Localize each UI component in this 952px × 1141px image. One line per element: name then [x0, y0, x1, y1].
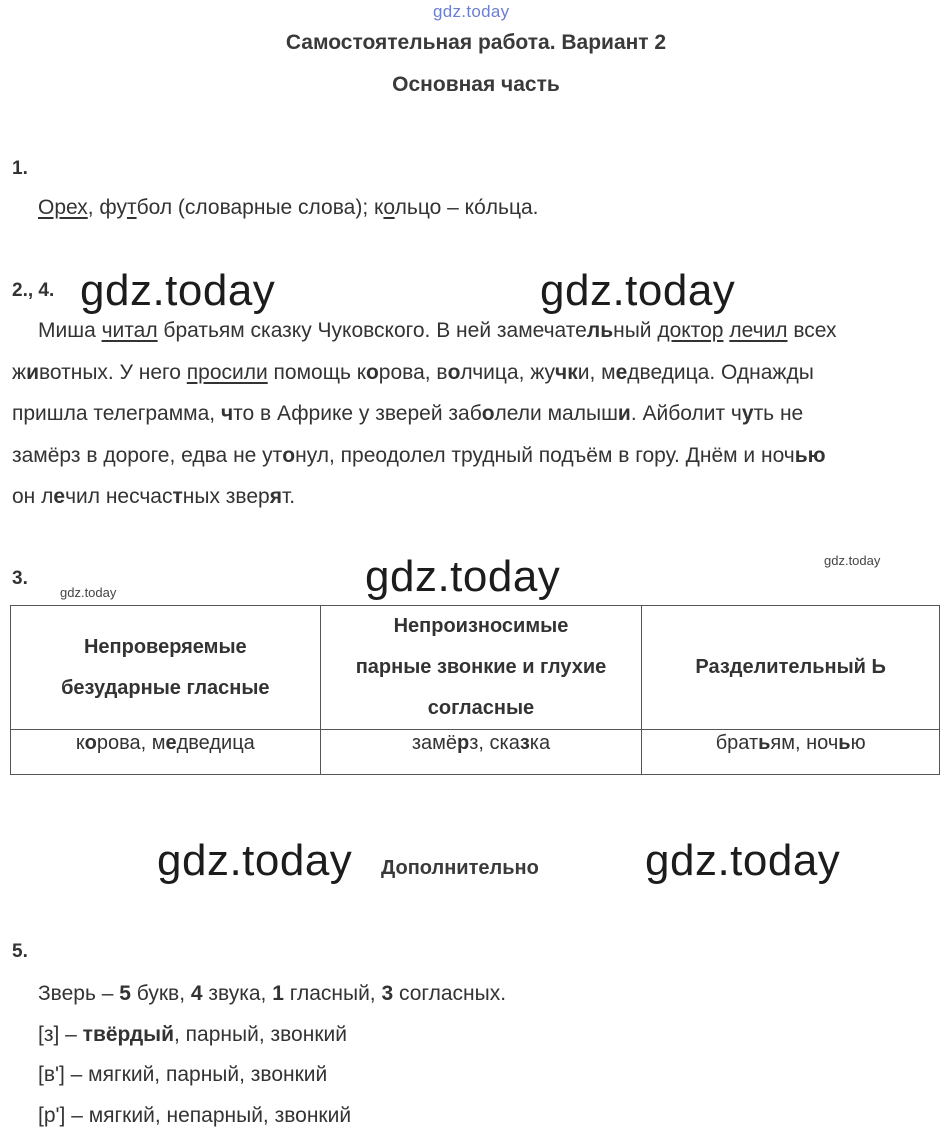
task-1-answer: Орех, футбол (словарные слова); кольцо – ко́льца. [38, 196, 539, 219]
table-row [11, 730, 940, 775]
table-header-cell: Разделительный Ь [642, 606, 940, 730]
top-watermark: gdz.today [433, 2, 510, 21]
watermark-logo: gdz.today [157, 836, 353, 885]
answer-line: Зверь – 5 букв, 4 звука, 1 гласный, 3 согласных. [38, 982, 507, 1005]
underlined-word: Орех [38, 196, 88, 219]
table-cell: замёрз, сказка [320, 730, 642, 775]
watermark-small: gdz.today [60, 585, 117, 600]
table-cell: братьям, ночью [642, 730, 940, 775]
page-title: Самостоятельная работа. Вариант 2 [285, 31, 667, 54]
answer-line: [в'] – мягкий, парный, звонкий [38, 1063, 328, 1086]
watermark-logo: gdz.today [645, 836, 841, 885]
table-cell: корова, медведица [11, 730, 321, 775]
watermark-logo: gdz.today [80, 266, 276, 315]
section-subtitle: Основная часть [392, 73, 560, 96]
spelling-table [10, 605, 940, 775]
task-3-number: 3. [12, 568, 28, 589]
paragraph-line: животных. У него просили помощь корова, волчица, жучки, медведица. Однажды [12, 360, 814, 384]
paragraph-line: замёрз в дороге, едва не утонул, преодолел трудный подъём в гору. Днём и ночью [12, 443, 826, 467]
extra-heading: Дополнительно [381, 857, 539, 879]
paragraph-line: пришла телеграмма, что в Африке у зверей заболели малыши. Айболит чуть не [12, 402, 804, 425]
paragraph-line: он лечил несчастных зверят. [12, 485, 296, 508]
task-2-4-paragraph [12, 310, 942, 518]
task-5-number: 5. [12, 941, 28, 962]
task-2-4-number: 2., 4. [12, 280, 55, 301]
task-5-answer [38, 974, 506, 1136]
task-1-number: 1. [12, 158, 28, 179]
table-header-row [11, 606, 940, 730]
table-header-cell: Непроверяемые безударные гласные [11, 606, 321, 730]
underlined-letter: т [126, 196, 137, 219]
answer-line: [р'] – мягкий, непарный, звонкий [38, 1103, 352, 1127]
paragraph-line: Миша читал братьям сказку Чуковского. В ней замечательный доктор лечил всех [38, 319, 837, 342]
underlined-letter: о [383, 196, 395, 219]
watermark-logo: gdz.today [365, 552, 561, 601]
answer-line: [з] – твёрдый, парный, звонкий [38, 1022, 347, 1046]
watermark-logo: gdz.today [540, 266, 736, 315]
table-header-cell: Непроизносимые парные звонкие и глухие согласные [320, 606, 642, 730]
watermark-small: gdz.today [824, 553, 881, 568]
